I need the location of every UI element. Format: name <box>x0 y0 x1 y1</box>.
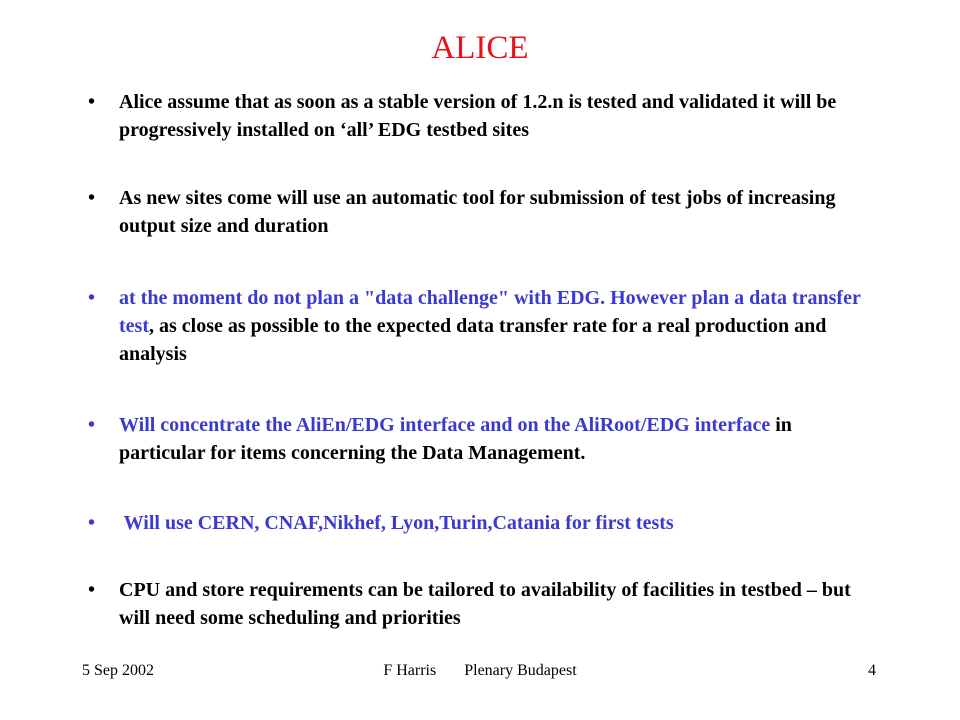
bullet-dot: • <box>88 512 96 534</box>
bullet-item <box>88 284 878 368</box>
bullet-dot: • <box>88 287 96 309</box>
bullet-text: , as close as possible to the expected data transfer rate for a real production and analysis <box>119 315 827 365</box>
page-number: 4 <box>868 662 876 679</box>
bullet-text-highlight: Will concentrate the AliEn/EDG interface and on the AliRoot/EDG interface <box>119 414 771 436</box>
bullet-item <box>88 411 878 467</box>
bullet-text-highlight: at the moment do not plan a "data challenge" with EDG. However plan a data transfer test <box>119 287 861 337</box>
bullet-dot: • <box>88 91 96 113</box>
bullet-item <box>88 184 878 240</box>
footer-date: 5 Sep 2002 <box>82 662 154 679</box>
bullet-text: CPU and store requirements can be tailored to availability of facilities in testbed – but will need some scheduling and priorities <box>119 579 851 629</box>
bullet-dot: • <box>88 187 96 209</box>
bullet-text: in particular for items concerning the Data Management. <box>119 414 792 464</box>
slide-title: ALICE <box>431 30 529 66</box>
bullet-text-highlight: Will use CERN, CNAF,Nikhef, Lyon,Turin,Catania for first tests <box>119 512 674 534</box>
bullet-item <box>88 576 878 632</box>
bullet-dot: • <box>88 579 96 601</box>
bullet-text: As new sites come will use an automatic tool for submission of test jobs of increasing output size and duration <box>119 187 836 237</box>
bullet-item <box>88 88 878 144</box>
footer-presenter: F Harris Plenary Budapest <box>383 662 577 679</box>
bullet-text: Alice assume that as soon as a stable version of 1.2.n is tested and validated it will be progressively installed on ‘all’ EDG testbed sites <box>119 91 837 141</box>
bullet-item <box>88 509 878 537</box>
bullet-dot: • <box>88 414 96 436</box>
